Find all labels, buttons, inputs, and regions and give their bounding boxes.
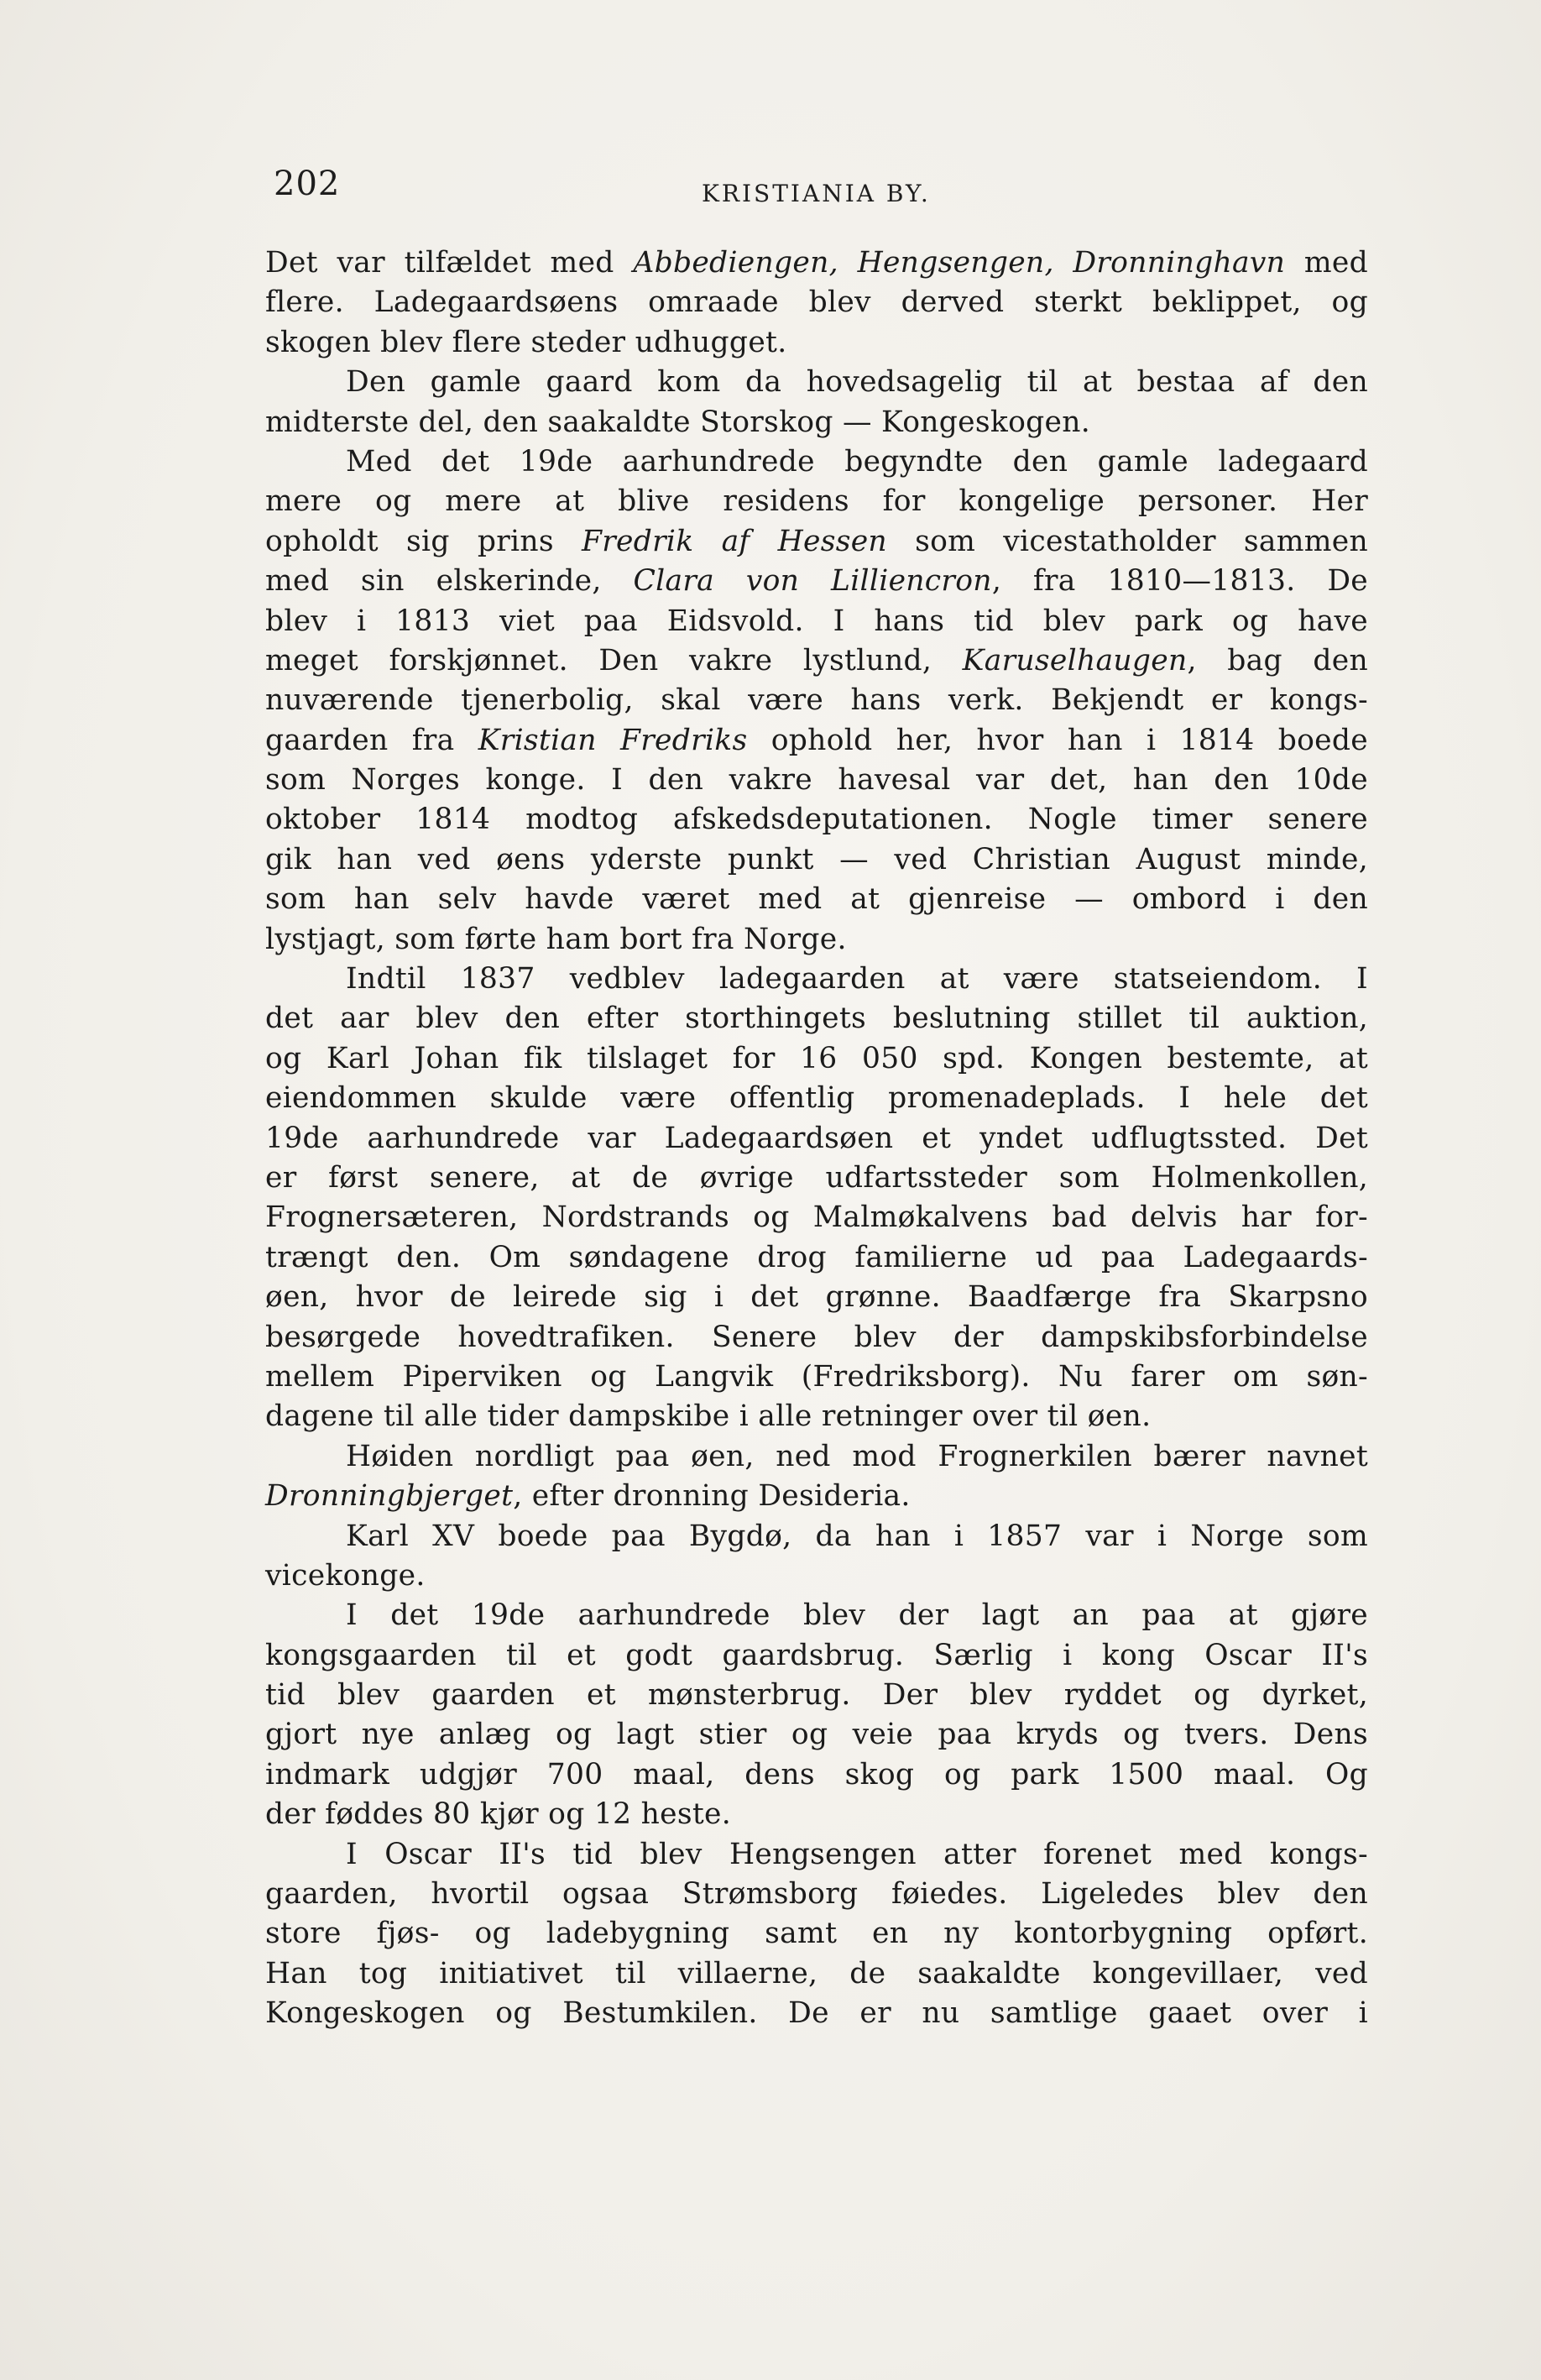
- text-line: der føddes 80 kjør og 12 heste.: [265, 1797, 732, 1832]
- text-line: gjort nye anlæg og lagt stier og veie paa kryds og tvers. Dens: [265, 1718, 1368, 1752]
- text-line: besørgede hovedtrafiken. Senere blev der dampskibsforbindelse: [265, 1320, 1368, 1354]
- text-line: Med det 19de aarhundrede begyndte den gamle ladegaard: [346, 444, 1368, 479]
- italic-name: Abbediengen, Hengsengen, Dronninghavn: [633, 246, 1286, 280]
- text-line: Høiden nordligt paa øen, ned mod Frognerkilen bærer navnet: [346, 1439, 1368, 1473]
- text-line: I Oscar II's tid blev Hengsengen atter forenet med kongs-: [346, 1837, 1368, 1871]
- text-line: dagene til alle tider dampskibe i alle retninger over til øen.: [265, 1399, 1152, 1434]
- text-line: det aar blev den efter storthingets beslutning stillet til auktion,: [265, 1002, 1368, 1036]
- text-line: 19de aarhundrede var Ladegaardsøen et yndet udflugtssted. Det: [265, 1121, 1368, 1155]
- text-line: Dronningbjerget, efter dronning Desideria.: [265, 1479, 911, 1514]
- italic-name: Clara von Lilliencron: [633, 564, 992, 599]
- italic-name: Kristian Fredriks: [478, 723, 748, 757]
- text-line: Den gamle gaard kom da hovedsagelig til at bestaa af den: [346, 365, 1368, 400]
- text-line: og Karl Johan fik tilslaget for 16 050 spd. Kongen bestemte, at: [265, 1041, 1368, 1075]
- text-line: er først senere, at de øvrige udfartssteder som Holmenkollen,: [265, 1160, 1368, 1195]
- italic-name: Fredrik af Hessen: [582, 524, 887, 558]
- italic-name: Karuselhaugen: [962, 643, 1188, 677]
- text-line: I det 19de aarhundrede blev der lagt an paa at gjøre: [346, 1598, 1368, 1633]
- text-line: mellem Piperviken og Langvik (Fredriksborg). Nu farer om søn-: [265, 1359, 1368, 1394]
- body-text: [265, 243, 1368, 2034]
- text-line: mere og mere at blive residens for kongelige personer. Her: [265, 484, 1368, 519]
- text-line: som Norges konge. I den vakre havesal var det, han den 10de: [265, 763, 1368, 798]
- text-line: Det var tilfældet med Abbediengen, Hengsengen, Dronninghavn med: [265, 246, 1368, 280]
- text-line: Kongeskogen og Bestumkilen. De er nu samtlige gaaet over i: [265, 1996, 1368, 2031]
- text-line: opholdt sig prins Fredrik af Hessen som vicestatholder sammen: [265, 524, 1368, 558]
- text-line: med sin elskerinde, Clara von Lilliencron, fra 1810—1813. De: [265, 564, 1369, 599]
- text-line: som han selv havde været med at gjenreise — ombord i den: [265, 882, 1368, 917]
- text-line: nuværende tjenerbolig, skal være hans verk. Bekjendt er kongs-: [265, 683, 1368, 718]
- text-line: blev i 1813 viet paa Eidsvold. I hans tid blev park og have: [265, 604, 1368, 638]
- page-header: [274, 160, 1365, 210]
- text-line: flere. Ladegaardsøens omraade blev derved sterkt beklippet, og: [265, 285, 1368, 320]
- italic-name: Dronningbjerget: [265, 1479, 514, 1514]
- text-line: eiendommen skulde være offentlig promenadeplads. I hele det: [265, 1081, 1368, 1116]
- text-line: meget forskjønnet. Den vakre lystlund, Karuselhaugen, bag den: [265, 643, 1368, 677]
- text-line: Karl XV boede paa Bygdø, da han i 1857 var i Norge som: [346, 1519, 1368, 1553]
- page-number: 202: [274, 165, 341, 203]
- text-line: Han tog initiativet til villaerne, de saakaldte kongevillaer, ved: [265, 1956, 1368, 1990]
- text-line: kongsgaarden til et godt gaardsbrug. Særlig i kong Oscar II's: [265, 1638, 1368, 1672]
- text-line: skogen blev flere steder udhugget.: [265, 325, 787, 359]
- text-line: vicekonge.: [265, 1558, 426, 1593]
- text-line: gaarden fra Kristian Fredriks ophold her, hvor han i 1814 boede: [265, 723, 1368, 757]
- text-line: indmark udgjør 700 maal, dens skog og park 1500 maal. Og: [265, 1757, 1368, 1792]
- text-line: oktober 1814 modtog afskedsdeputationen. Nogle timer senere: [265, 803, 1368, 837]
- text-line: trængt den. Om søndagene drog familierne ud paa Ladegaards-: [265, 1240, 1368, 1274]
- text-line: lystjagt, som førte ham bort fra Norge.: [265, 922, 847, 956]
- text-line: gik han ved øens yderste punkt — ved Christian August minde,: [265, 842, 1368, 876]
- text-line: øen, hvor de leirede sig i det grønne. Baadfærge fra Skarpsno: [265, 1280, 1368, 1315]
- text-line: store fjøs- og ladebygning samt en ny kontorbygning opført.: [265, 1917, 1368, 1951]
- running-head: KRISTIANIA BY.: [702, 180, 931, 207]
- text-line: tid blev gaarden et mønsterbrug. Der blev ryddet og dyrket,: [265, 1678, 1368, 1713]
- text-line: Frognersæteren, Nordstrands og Malmøkalvens bad delvis har for-: [265, 1200, 1368, 1235]
- text-line: midterste del, den saakaldte Storskog — Kongeskogen.: [265, 405, 1091, 439]
- text-line: Indtil 1837 vedblev ladegaarden at være statseiendom. I: [346, 962, 1368, 996]
- text-line: gaarden, hvortil ogsaa Strømsborg føiedes. Ligeledes blev den: [265, 1877, 1368, 1912]
